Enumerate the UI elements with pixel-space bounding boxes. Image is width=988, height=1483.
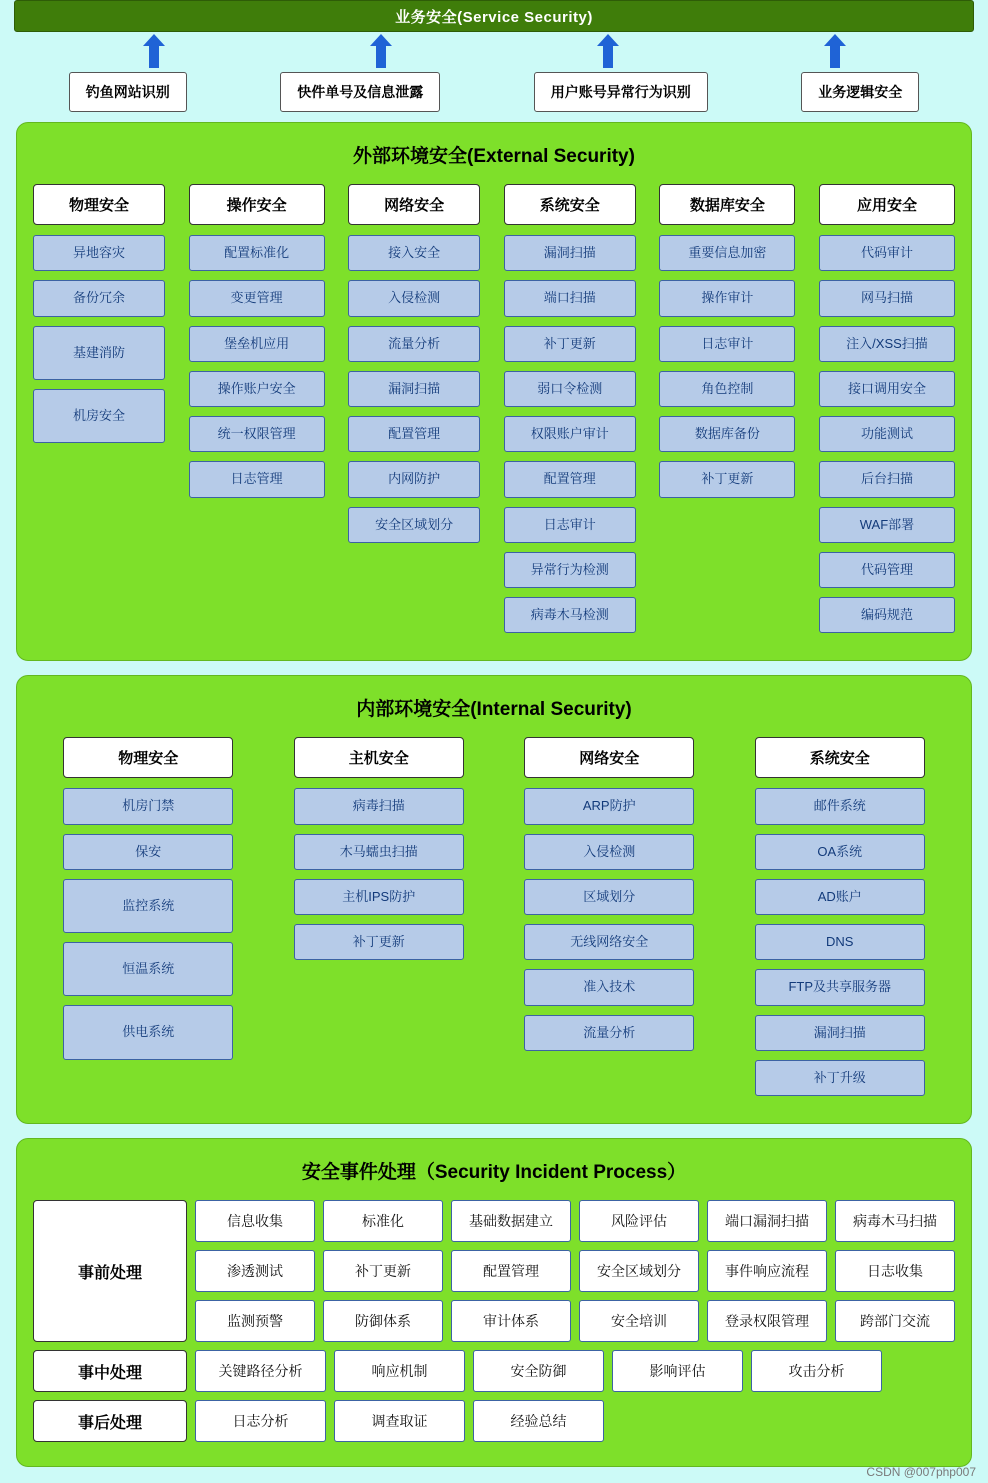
incident-cell: 调查取证 xyxy=(334,1400,465,1442)
column-head: 物理安全 xyxy=(63,737,233,778)
cell-item: 配置标准化 xyxy=(189,235,325,271)
incident-cell: 监测预警 xyxy=(195,1300,315,1342)
column-database-security xyxy=(659,184,795,507)
cell-item: 主机IPS防护 xyxy=(294,879,464,915)
incident-cell: 安全防御 xyxy=(473,1350,604,1392)
external-columns xyxy=(33,184,955,642)
cell-item: 准入技术 xyxy=(524,969,694,1005)
cell-item: 注入/XSS扫描 xyxy=(819,326,955,362)
incident-cell: 影响评估 xyxy=(612,1350,743,1392)
column-system-security xyxy=(504,184,636,642)
cell-item: 异地容灾 xyxy=(33,235,165,271)
cell-item: 病毒扫描 xyxy=(294,788,464,824)
up-arrow-icon xyxy=(824,34,846,68)
incident-row-cells xyxy=(195,1400,955,1442)
cell-item: ARP防护 xyxy=(524,788,694,824)
incident-cell: 事件响应流程 xyxy=(707,1250,827,1292)
cell-item: 区域划分 xyxy=(524,879,694,915)
cell-item: 重要信息加密 xyxy=(659,235,795,271)
incident-line xyxy=(195,1200,955,1242)
column-head: 数据库安全 xyxy=(659,184,795,225)
cell-item: AD账户 xyxy=(755,879,925,915)
incident-row-during xyxy=(33,1350,955,1392)
column-network-security xyxy=(348,184,480,552)
incident-cell: 基础数据建立 xyxy=(451,1200,571,1242)
incident-cell: 响应机制 xyxy=(334,1350,465,1392)
cell-item: 漏洞扫描 xyxy=(755,1015,925,1051)
incident-cell: 攻击分析 xyxy=(751,1350,882,1392)
cell-item: 漏洞扫描 xyxy=(348,371,480,407)
cell-item: 漏洞扫描 xyxy=(504,235,636,271)
cell-item: 角色控制 xyxy=(659,371,795,407)
incident-cell: 端口漏洞扫描 xyxy=(707,1200,827,1242)
cell-item: 统一权限管理 xyxy=(189,416,325,452)
cell-item: 备份冗余 xyxy=(33,280,165,316)
arrow-row xyxy=(0,32,988,68)
column-internal-physical-security xyxy=(63,737,233,1068)
cell-item: 机房安全 xyxy=(33,389,165,443)
incident-line xyxy=(195,1400,955,1442)
cell-item: 安全区域划分 xyxy=(348,507,480,543)
internal-columns xyxy=(33,737,955,1105)
cell-item: 补丁更新 xyxy=(659,461,795,497)
cell-item: 代码审计 xyxy=(819,235,955,271)
incident-cell: 病毒木马扫描 xyxy=(835,1200,955,1242)
cell-item: 编码规范 xyxy=(819,597,955,633)
incident-row-cells xyxy=(195,1200,955,1342)
column-head: 网络安全 xyxy=(524,737,694,778)
column-head: 操作安全 xyxy=(189,184,325,225)
cell-item: 流量分析 xyxy=(348,326,480,362)
service-item-phishing: 钓鱼网站识别 xyxy=(69,72,187,112)
incident-cell: 渗透测试 xyxy=(195,1250,315,1292)
incident-cell: 日志分析 xyxy=(195,1400,326,1442)
cell-item: 权限账户审计 xyxy=(504,416,636,452)
column-head: 主机安全 xyxy=(294,737,464,778)
cell-item: 监控系统 xyxy=(63,879,233,933)
cell-item: OA系统 xyxy=(755,834,925,870)
cell-item: 补丁更新 xyxy=(294,924,464,960)
watermark: CSDN @007php007 xyxy=(866,1465,976,1479)
service-item-business-logic: 业务逻辑安全 xyxy=(801,72,919,112)
incident-cell: 补丁更新 xyxy=(323,1250,443,1292)
cell-item: 端口扫描 xyxy=(504,280,636,316)
column-head: 系统安全 xyxy=(755,737,925,778)
cell-item: 机房门禁 xyxy=(63,788,233,824)
incident-process-title: 安全事件处理（Security Incident Process） xyxy=(301,1162,687,1183)
cell-item: 无线网络安全 xyxy=(524,924,694,960)
incident-cell: 安全区域划分 xyxy=(579,1250,699,1292)
service-security-banner: 业务安全(Service Security) xyxy=(14,0,974,32)
service-security-items xyxy=(0,68,988,122)
incident-cell: 信息收集 xyxy=(195,1200,315,1242)
incident-cell: 风险评估 xyxy=(579,1200,699,1242)
cell-item: 补丁升级 xyxy=(755,1060,925,1096)
cell-item: 操作账户安全 xyxy=(189,371,325,407)
cell-item: FTP及共享服务器 xyxy=(755,969,925,1005)
cell-item: 日志审计 xyxy=(659,326,795,362)
internal-security-panel xyxy=(16,675,972,1124)
external-security-panel xyxy=(16,122,972,661)
incident-cell: 登录权限管理 xyxy=(707,1300,827,1342)
cell-item: 入侵检测 xyxy=(348,280,480,316)
incident-cell: 经验总结 xyxy=(473,1400,604,1442)
cell-item: 内网防护 xyxy=(348,461,480,497)
incident-line xyxy=(195,1300,955,1342)
cell-item: 数据库备份 xyxy=(659,416,795,452)
cell-item: 接入安全 xyxy=(348,235,480,271)
internal-security-title: 内部环境安全(Internal Security) xyxy=(356,699,632,721)
cell-item: 功能测试 xyxy=(819,416,955,452)
cell-item: 配置管理 xyxy=(348,416,480,452)
service-item-shipping-leak: 快件单号及信息泄露 xyxy=(280,72,440,112)
incident-row-label: 事前处理 xyxy=(33,1200,187,1342)
cell-item: 日志管理 xyxy=(189,461,325,497)
incident-cell: 跨部门交流 xyxy=(835,1300,955,1342)
cell-item: 弱口令检测 xyxy=(504,371,636,407)
cell-item: 日志审计 xyxy=(504,507,636,543)
incident-cell: 配置管理 xyxy=(451,1250,571,1292)
incident-cell: 关键路径分析 xyxy=(195,1350,326,1392)
cell-item: 入侵检测 xyxy=(524,834,694,870)
cell-item: 异常行为检测 xyxy=(504,552,636,588)
cell-item: 流量分析 xyxy=(524,1015,694,1051)
column-head: 网络安全 xyxy=(348,184,480,225)
incident-cell: 防御体系 xyxy=(323,1300,443,1342)
cell-item: 操作审计 xyxy=(659,280,795,316)
column-physical-security xyxy=(33,184,165,452)
incident-cell: 审计体系 xyxy=(451,1300,571,1342)
up-arrow-icon xyxy=(143,34,165,68)
cell-item: 接口调用安全 xyxy=(819,371,955,407)
column-head: 系统安全 xyxy=(504,184,636,225)
up-arrow-icon xyxy=(370,34,392,68)
cell-item: 配置管理 xyxy=(504,461,636,497)
incident-cell: 标准化 xyxy=(323,1200,443,1242)
column-operation-security xyxy=(189,184,325,507)
column-head: 应用安全 xyxy=(819,184,955,225)
column-internal-system-security xyxy=(755,737,925,1105)
incident-row-label: 事中处理 xyxy=(33,1350,187,1392)
cell-item: 恒温系统 xyxy=(63,942,233,996)
column-internal-network-security xyxy=(524,737,694,1060)
cell-item: 供电系统 xyxy=(63,1005,233,1059)
incident-row-post xyxy=(33,1400,955,1442)
incident-row-pre xyxy=(33,1200,955,1342)
cell-item: 基建消防 xyxy=(33,326,165,380)
cell-item: 堡垒机应用 xyxy=(189,326,325,362)
incident-cell: 日志收集 xyxy=(835,1250,955,1292)
cell-item: 邮件系统 xyxy=(755,788,925,824)
cell-item: 后台扫描 xyxy=(819,461,955,497)
cell-item: 网马扫描 xyxy=(819,280,955,316)
incident-row-cells xyxy=(195,1350,955,1392)
cell-item: 保安 xyxy=(63,834,233,870)
incident-line xyxy=(195,1350,955,1392)
service-item-account-anomaly: 用户账号异常行为识别 xyxy=(534,72,708,112)
column-application-security xyxy=(819,184,955,642)
incident-cell: 安全培训 xyxy=(579,1300,699,1342)
cell-item: 木马蠕虫扫描 xyxy=(294,834,464,870)
cell-item: 变更管理 xyxy=(189,280,325,316)
column-head: 物理安全 xyxy=(33,184,165,225)
cell-item: DNS xyxy=(755,924,925,960)
external-security-title: 外部环境安全(External Security) xyxy=(353,146,635,167)
cell-item: WAF部署 xyxy=(819,507,955,543)
incident-row-label: 事后处理 xyxy=(33,1400,187,1442)
incident-line xyxy=(195,1250,955,1292)
up-arrow-icon xyxy=(597,34,619,68)
incident-process-panel xyxy=(16,1138,972,1467)
column-host-security xyxy=(294,737,464,969)
cell-item: 补丁更新 xyxy=(504,326,636,362)
cell-item: 病毒木马检测 xyxy=(504,597,636,633)
cell-item: 代码管理 xyxy=(819,552,955,588)
